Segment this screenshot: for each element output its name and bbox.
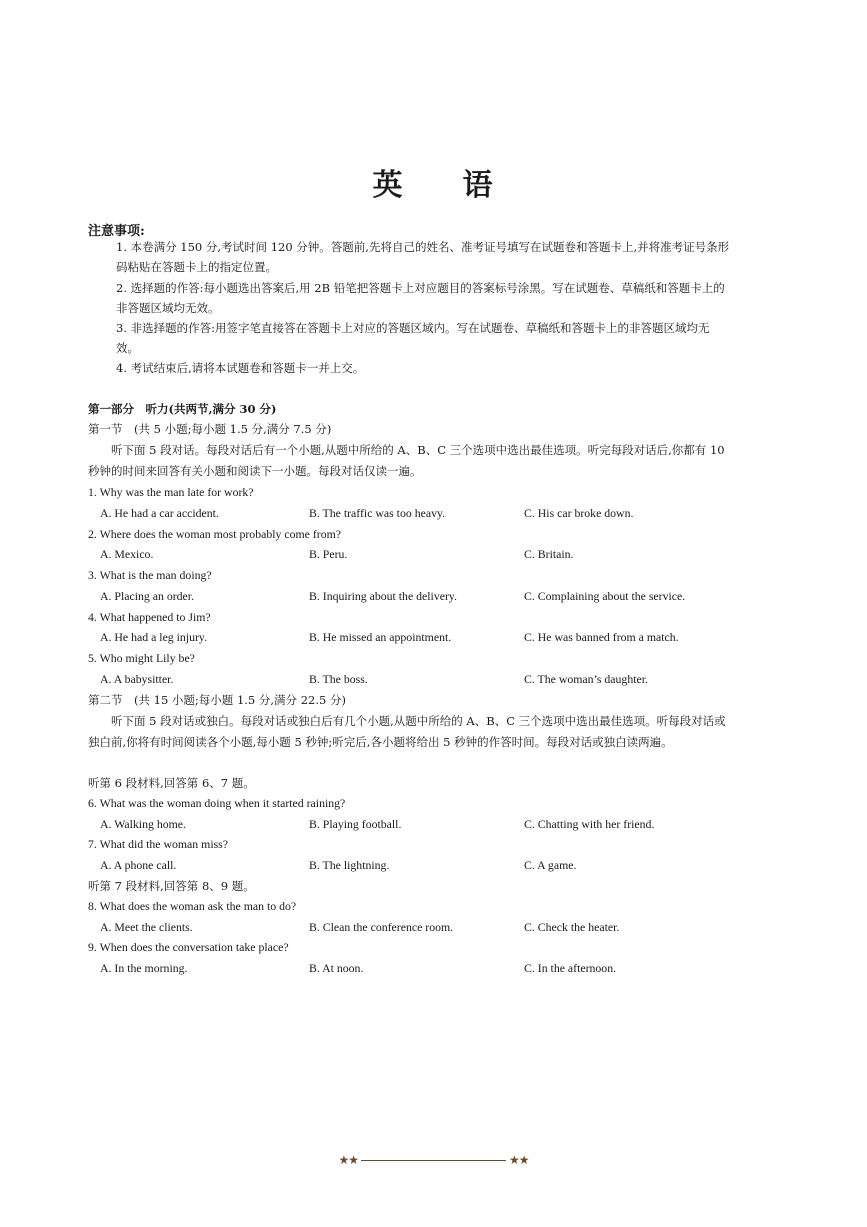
question-6-option-a: A. Walking home. <box>100 817 186 831</box>
question-7-option-a: A. A phone call. <box>100 858 177 872</box>
question-4-option-b: B. He missed an appointment. <box>309 630 452 644</box>
page-footer-ornament <box>0 1153 867 1167</box>
notice-item-2: 2. 选择题的作答:每小题选出答案后,用 2B 铅笔把答题卡上对应题目的答案标号涂黑。写在试题卷、草稿纸和答题卡上的非答题区域均无效。 <box>116 281 725 315</box>
question-1-option-a: A. He had a car accident. <box>100 506 219 520</box>
question-2-option-a: A. Mexico. <box>100 547 154 561</box>
question-8-option-c: C. Check the heater. <box>524 920 620 934</box>
material-7-note: 听第 7 段材料,回答第 8、9 题。 <box>88 879 255 893</box>
question-3: 3. What is the man doing? <box>88 568 212 582</box>
question-7-option-c: C. A game. <box>524 858 577 872</box>
question-9: 9. When does the conversation take place? <box>88 940 289 954</box>
question-8-option-a: A. Meet the clients. <box>100 920 193 934</box>
question-6-option-b: B. Playing football. <box>309 817 402 831</box>
material-6-note: 听第 6 段材料,回答第 6、7 题。 <box>88 776 255 790</box>
notice-heading: 注意事项: <box>88 224 145 239</box>
question-9-option-a: A. In the morning. <box>100 961 188 975</box>
question-5-option-a: A. A babysitter. <box>100 672 174 686</box>
section1-instruction: 听下面 5 段对话。每段对话后有一个小题,从题中所给的 A、B、C 三个选项中选出最佳选项。听完每段对话后,你都有 10 秒钟的时间来回答有关小题和阅读下一小题。每段对话仅读一遍。 <box>88 443 725 478</box>
question-6: 6. What was the woman doing when it started raining? <box>88 796 346 810</box>
question-2-option-b: B. Peru. <box>309 547 348 561</box>
question-5-option-c: C. The woman’s daughter. <box>524 672 648 686</box>
question-4: 4. What happened to Jim? <box>88 610 211 624</box>
part1-heading: 第一部分 听力(共两节,满分 30 分) <box>88 402 277 416</box>
star-icon: ★★ <box>338 1153 358 1167</box>
question-7: 7. What did the woman miss? <box>88 837 229 851</box>
section2-instruction: 听下面 5 段对话或独白。每段对话或独白后有几个小题,从题中所给的 A、B、C 三个选项中选出最佳选项。听每段对话或独白前,你将有时间阅读各个小题,每小题 5 秒钟;听完后,各小题将给出 5 秒钟的作答时间。每段对话或独白读两遍。 <box>88 714 726 749</box>
question-5-option-b: B. The boss. <box>309 672 368 686</box>
notice-item-3: 3. 非选择题的作答:用签字笔直接答在答题卡上对应的答题区域内。写在试题卷、草稿纸和答题卡上的非答题区域均无效。 <box>116 321 710 355</box>
section2-heading: 第二节 (共 15 小题;每小题 1.5 分,满分 22.5 分) <box>88 693 346 707</box>
question-4-option-a: A. He had a leg injury. <box>100 630 208 644</box>
question-6-option-c: C. Chatting with her friend. <box>524 817 655 831</box>
question-3-option-b: B. Inquiring about the delivery. <box>309 589 457 603</box>
question-1-option-b: B. The traffic was too heavy. <box>309 506 446 520</box>
question-2: 2. Where does the woman most probably come from? <box>88 527 342 541</box>
title-char-1: 英 <box>372 168 405 203</box>
question-3-option-c: C. Complaining about the service. <box>524 589 686 603</box>
question-8: 8. What does the woman ask the man to do? <box>88 899 297 913</box>
section1-heading: 第一节 (共 5 小题;每小题 1.5 分,满分 7.5 分) <box>88 422 332 436</box>
question-9-option-c: C. In the afternoon. <box>524 961 617 975</box>
star-icon: ★★ <box>509 1153 529 1167</box>
page-title <box>0 160 867 204</box>
notice-item-1: 1. 本卷满分 150 分,考试时间 120 分钟。答题前,先将自己的姓名、准考证号填写在试题卷和答题卡上,并将准考证号条形码粘贴在答题卡上的指定位置。 <box>116 240 730 274</box>
question-1-option-c: C. His car broke down. <box>524 506 634 520</box>
notice-item-4: 4. 考试结束后,请将本试题卷和答题卡一并上交。 <box>116 361 365 375</box>
title-char-2: 语 <box>462 168 495 203</box>
question-5: 5. Who might Lily be? <box>88 651 195 665</box>
question-3-option-a: A. Placing an order. <box>100 589 195 603</box>
question-2-option-c: C. Britain. <box>524 547 574 561</box>
footer-divider <box>361 1160 506 1161</box>
question-8-option-b: B. Clean the conference room. <box>309 920 454 934</box>
question-4-option-c: C. He was banned from a match. <box>524 630 679 644</box>
question-1: 1. Why was the man late for work? <box>88 485 254 499</box>
question-7-option-b: B. The lightning. <box>309 858 390 872</box>
question-9-option-b: B. At noon. <box>309 961 364 975</box>
